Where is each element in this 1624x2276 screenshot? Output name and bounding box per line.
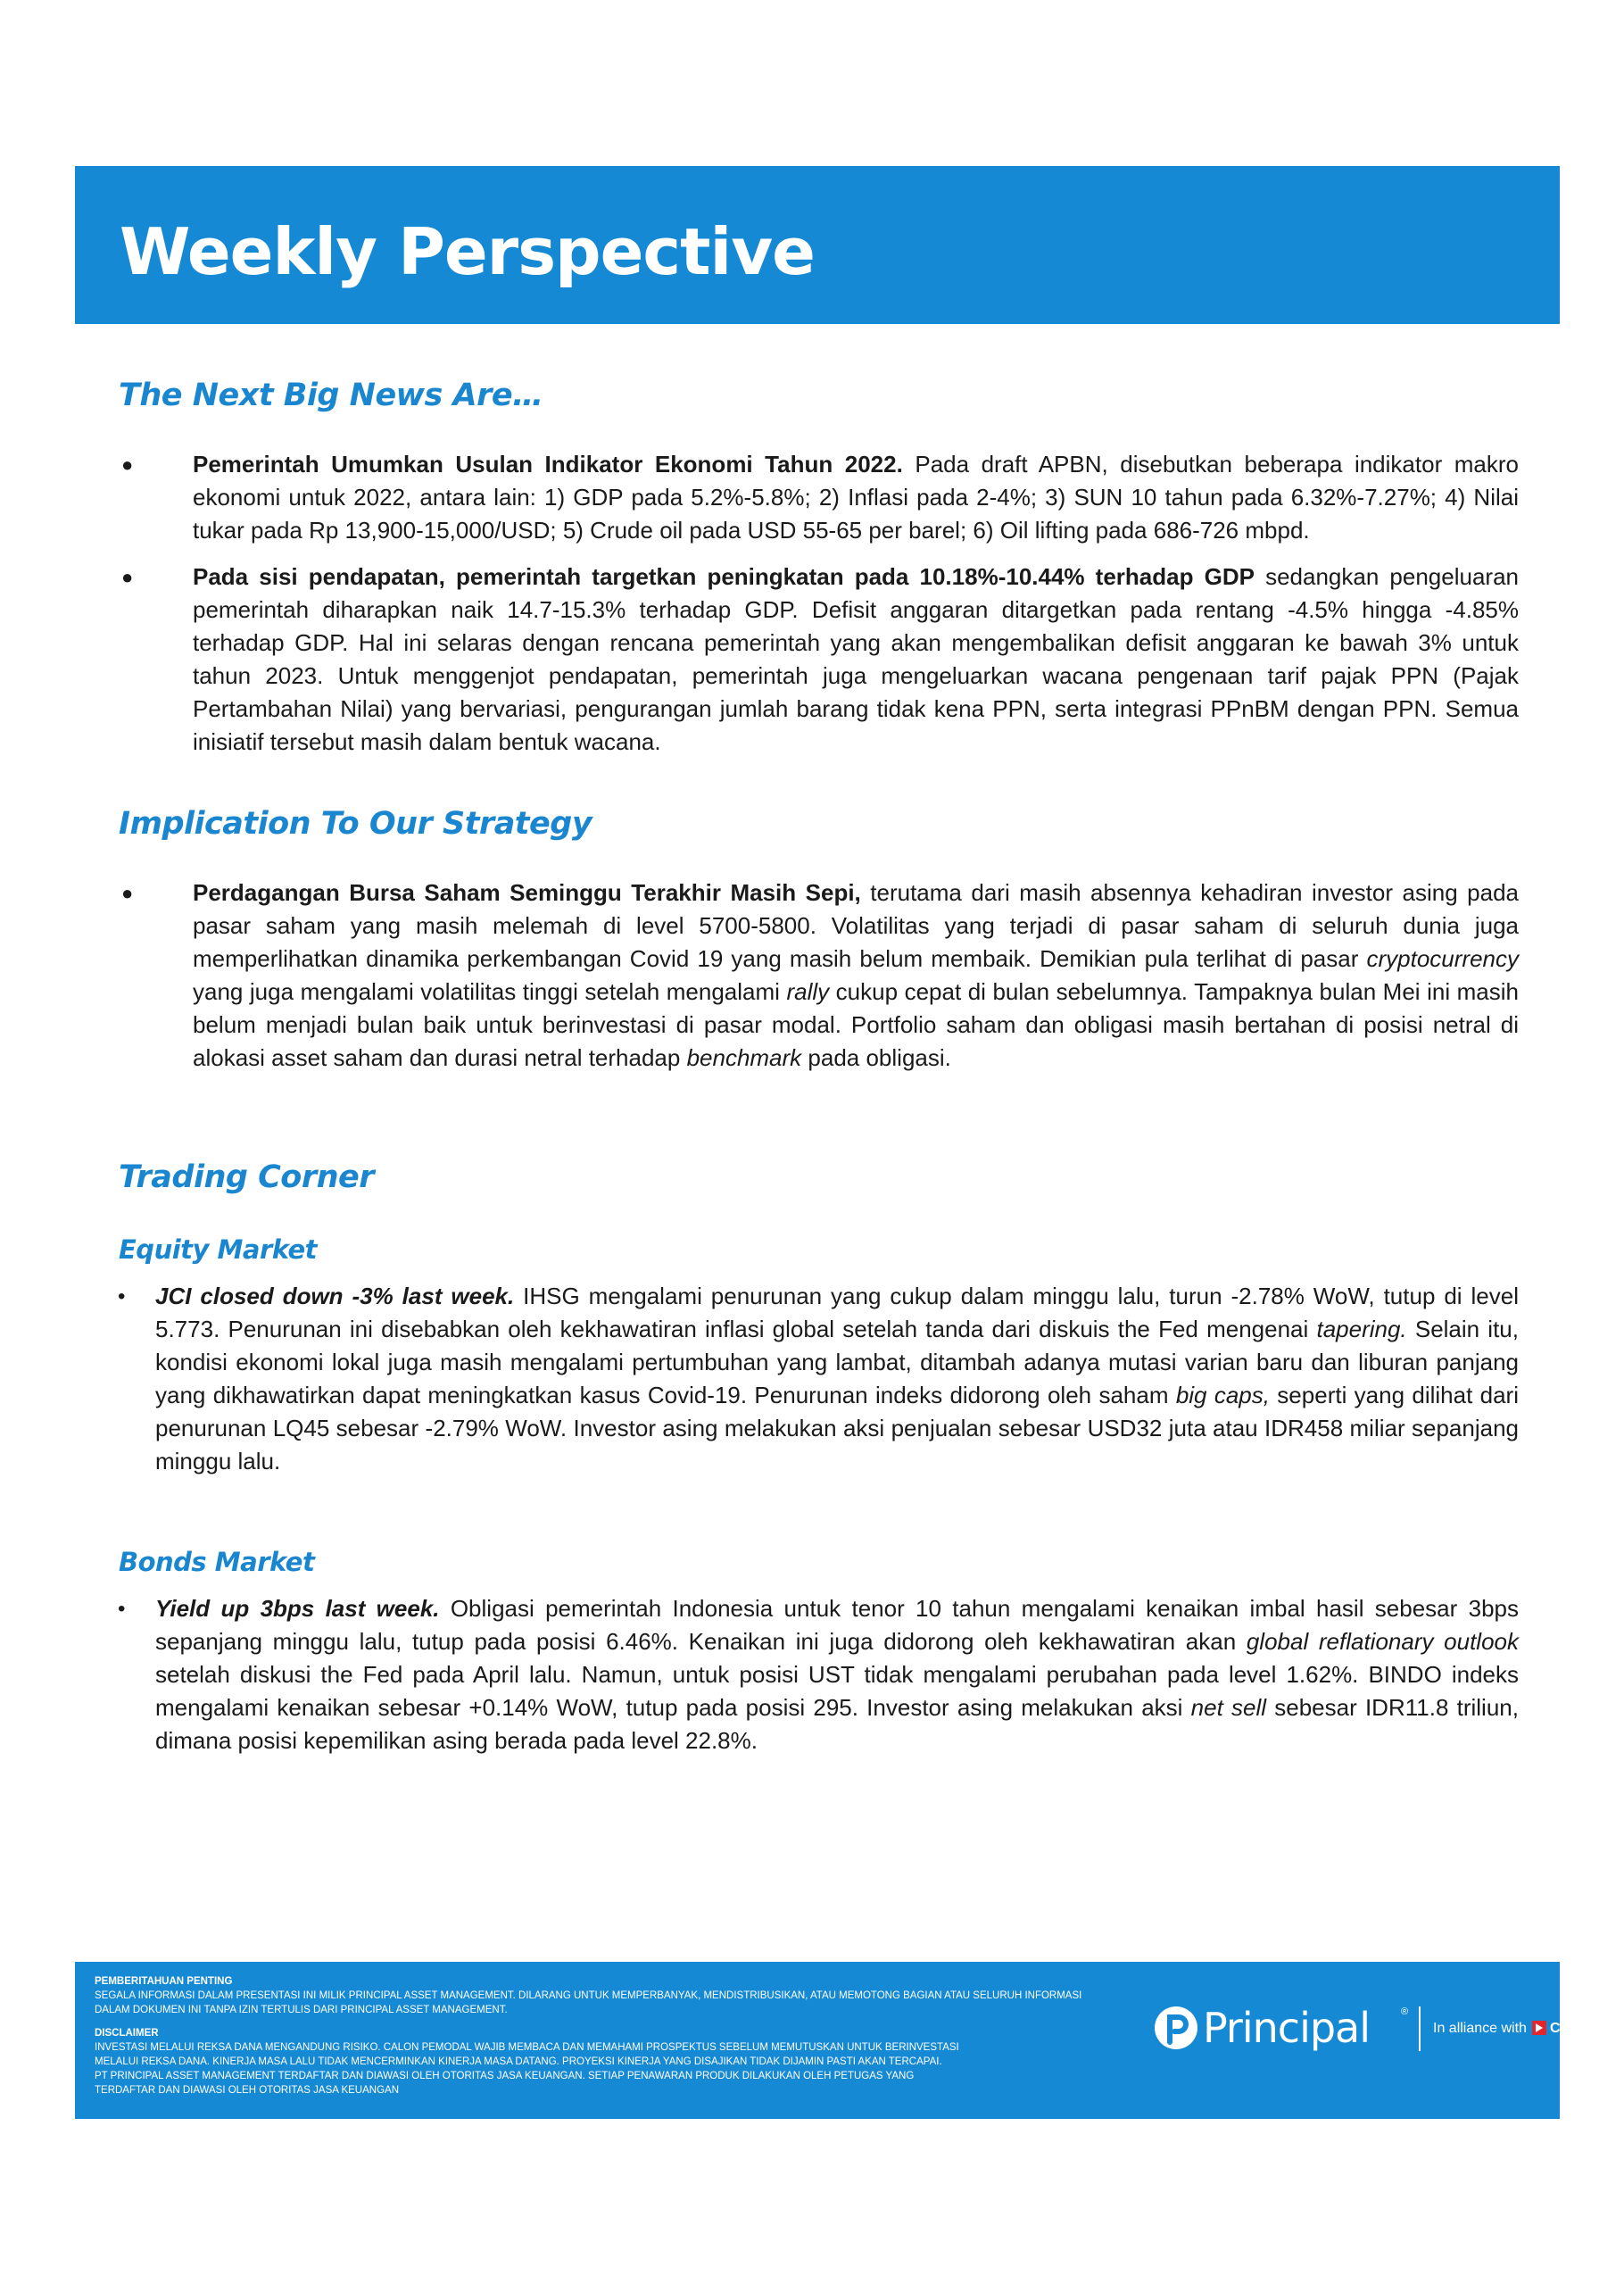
strategy-text: yang juga mengalami volatilitas tinggi setelah mengalami [193,978,787,1005]
equity-item-lead: JCI closed down -3% last week. [155,1283,515,1309]
bonds-italic: global reflationary outlook [1246,1628,1519,1655]
principal-logo-icon [1153,2005,1199,2051]
strategy-text: pada obligasi. [801,1044,951,1071]
brand-name: Principal [1203,2004,1371,2052]
bonds-text: Obligasi pemerintah Indonesia untuk tenor 10 tahun mengalami kenaikan imbal hasil sebesar 3bps sepanjang minggu lalu, tutup pada posisi 6.46%. Kenaikan ini juga didorong oleh kekhawatiran akan [155,1595,1519,1655]
bonds-item [118,1592,1519,1757]
section-title-trading-corner: Trading Corner [119,1159,375,1195]
equity-italic: big caps, [1175,1382,1270,1408]
page-title: Weekly Perspective [120,214,815,289]
partner-name: CIMB [1549,2021,1587,2036]
equity-text: IHSG mengalami penurunan yang cukup dalam minggu lalu, turun -2.78% WoW, tutup di level 5.773. Penurunan ini disebabkan oleh kekhawatiran inflasi global setelah tanda dari diskuis the Fed mengenai [155,1283,1519,1342]
equity-text: seperti yang dilihat dari penurunan LQ45 sebesar -2.79% WoW. Investor asing melakukan aksi penjualan sebesar USD32 juta atau IDR458 miliar sepanjang minggu lalu. [155,1382,1519,1474]
subsection-title-equity: Equity Market [119,1234,318,1265]
news-item [121,561,1519,759]
disclaimer-line: INVESTASI MELALUI REKSA DANA MENGANDUNG RISIKO. CALON PEMODAL WAJIB MEMBACA DAN MEMAHAMI PROSPEKTUS SEBELUM MEMUTUSKAN UNTUK BERINVESTASI [95,2042,959,2053]
news-item-text: Pada draft APBN, disebutkan beberapa indikator makro ekonomi untuk 2022, antara lain: 1) GDP pada 5.2%-5.8%; 2) Inflasi pada 2-4%; 3) SUN 10 tahun pada 6.32%-7.27%; 4) Nilai tukar pada Rp 13,900-15,000/USD; 5) Crude oil pada USD 55-65 per barel; 6) Oil lifting pada 686-726 mbpd. [193,451,1519,544]
news-item-lead: Pada sisi pendapatan, pemerintah targetkan peningkatan pada 10.18%-10.44% terhadap GDP [193,563,1255,590]
strategy-text: cukup cepat di bulan sebelumnya. Tampaknya bulan Mei ini masih belum menjadi bulan baik untuk berinvestasi di pasar modal. Portfolio saham dan obligasi masih bertahan di posisi netral di alokasi asset saham dan durasi netral terhadap [193,978,1519,1071]
section-title-implication: Implication To Our Strategy [119,806,592,842]
disclaimer-line: TERDAFTAR DAN DIAWASI OLEH OTORITAS JASA KEUANGAN [95,2085,400,2096]
footer-banner [75,1962,1587,2119]
bonds-item-lead: Yield up 3bps last week. [155,1595,440,1622]
section-title-next-big-news: The Next Big News Are… [119,378,543,413]
footer-disclaimer [95,1974,1192,2097]
bullet-icon: ● [121,882,134,904]
strategy-italic: rally [786,978,830,1005]
notice-line: SEGALA INFORMASI DALAM PRESENTASI INI MILIK PRINCIPAL ASSET MANAGEMENT. DILARANG UNTUK MEMPERBANYAK, MENDISTRIBUSIKAN, ATAU MEMOTONG BAGIAN ATAU SELURUH INFORMASI [95,1990,1082,2001]
bullet-icon: • [118,1597,126,1621]
news-item-lead: Pemerintah Umumkan Usulan Indikator Ekonomi Tahun 2022. [193,451,903,478]
news-item [121,448,1519,547]
alliance-text: In alliance with [1433,2021,1527,2036]
equity-text: Selain itu, kondisi ekonomi lokal juga masih mengalami pertumbuhan yang lambat, ditambah adanya mutasi varian baru dan liburan panjang yang dikhawatirkan dapat meningkatkan kasus Covid-19. Penurunan indeks didorong oleh saham [155,1316,1519,1408]
brand-divider [1419,2006,1421,2051]
disclaimer-line: MELALUI REKSA DANA. KINERJA MASA LALU TIDAK MENCERMINKAN KINERJA MASA DATANG. PROYEKSI KINERJA YANG DISAJIKAN TIDAK DIJAMIN PASTI AKAN TERCAPAI. [95,2056,942,2067]
brand-registered-mark: ® [1401,2006,1409,2017]
bullet-icon: • [118,1284,126,1308]
bonds-text: setelah diskusi the Fed pada April lalu. Namun, untuk posisi UST tidak mengalami perubahan pada level 1.62%. BINDO indeks mengalami kenaikan sebesar +0.14% WoW, tutup pada posisi 295. Investor asing melakukan aksi [155,1661,1519,1721]
notice-line: DALAM DOKUMEN INI TANPA IZIN TERTULIS DARI PRINCIPAL ASSET MANAGEMENT. [95,2005,508,2015]
notice-title: PEMBERITAHUAN PENTING [95,1976,233,1987]
news-item-text: sedangkan pengeluaran pemerintah diharapkan naik 14.7-15.3% terhadap GDP. Defisit anggaran ditargetkan pada rentang -4.5% hingga -4.85% terhadap GDP. Hal ini selaras dengan rencana pemerintah yang akan mengembalikan defisit anggaran ke bawah 3% untuk tahun 2023. Untuk menggenjot pendapatan, pemerintah juga mengeluarkan wacana pengenaan tarif pajak PPN (Pajak Pertambahan Nilai) yang bervariasi, pengurangan jumlah barang tidak kena PPN, serta integrasi PPnBM dengan PPN. Semua inisiatif tersebut masih dalam bentuk wacana. [193,563,1519,755]
strategy-item [121,876,1520,1075]
header-banner [75,166,1560,324]
disclaimer-title: DISCLAIMER [95,2028,159,2039]
strategy-italic: cryptocurrency [1366,945,1519,972]
alliance-label [1433,2021,1587,2037]
subsection-title-bonds: Bonds Market [119,1547,315,1577]
bullet-icon: ● [121,453,134,476]
strategy-italic: benchmark [686,1044,802,1071]
disclaimer-line: PT PRINCIPAL ASSET MANAGEMENT TERDAFTAR DAN DIAWASI OLEH OTORITAS JASA KEUANGAN. SETIAP PENAWARAN PRODUK DILAKUKAN OLEH PETUGAS YANG [95,2071,915,2081]
cimb-logo-icon [1532,2021,1546,2035]
bonds-italic: net sell [1190,1694,1267,1721]
equity-item [118,1280,1519,1478]
bonds-text: sebesar IDR11.8 triliun, dimana posisi kepemilikan asing berada pada level 22.8%. [155,1694,1519,1754]
equity-italic: tapering. [1316,1316,1407,1342]
strategy-item-lead: Perdagangan Bursa Saham Seminggu Terakhir Masih Sepi, [193,879,861,906]
strategy-text: terutama dari masih absennya kehadiran investor asing pada pasar saham yang masih melemah di level 5700-5800. Volatilitas yang terjadi di pasar saham di seluruh dunia juga memperlihatkan dinamika perkembangan Covid 19 yang masih belum membaik. Demikian pula terlihat di pasar [193,879,1520,972]
brand-lockup [1153,2001,1587,2055]
bullet-icon: ● [121,566,134,588]
